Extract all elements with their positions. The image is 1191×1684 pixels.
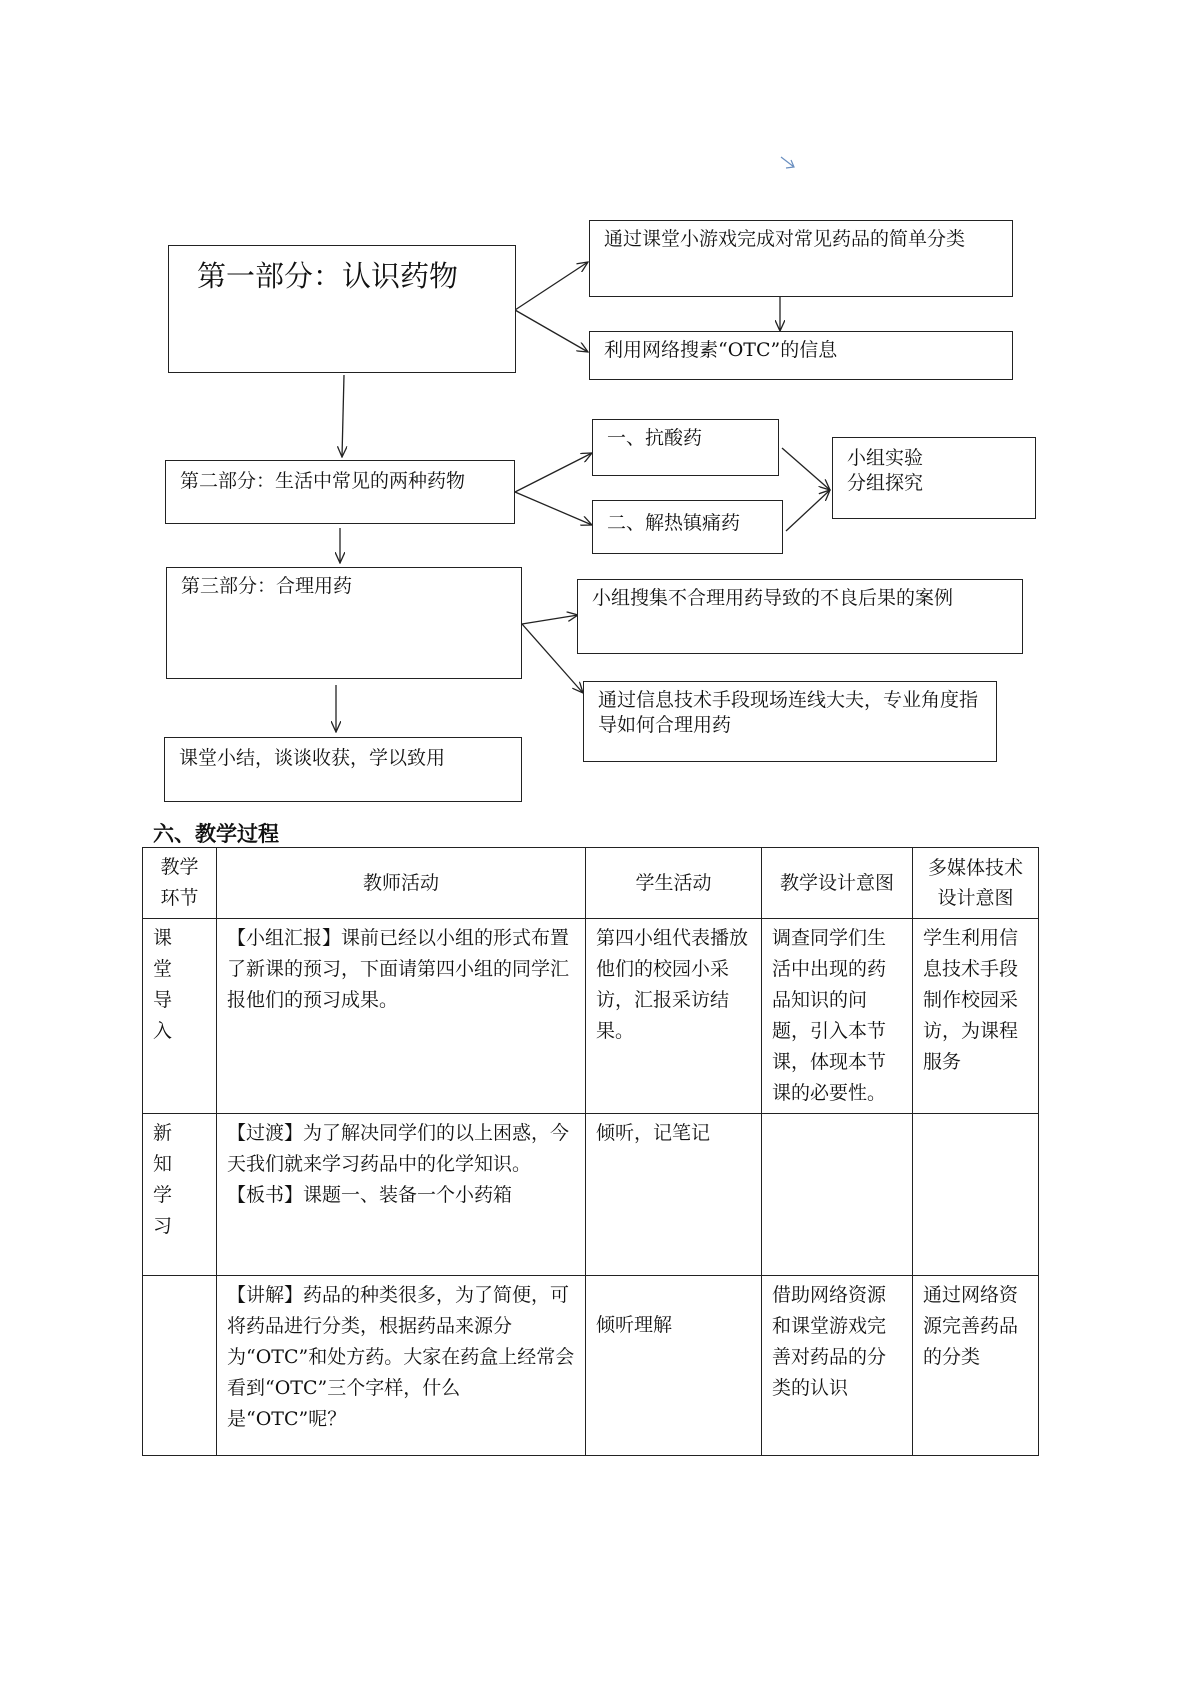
arrow-antacid-to-merge [782,448,830,490]
table-row [143,919,1039,1114]
design-intent-cell [762,1114,913,1276]
stage-cell [143,1276,217,1456]
header-stage: 教学环节 [143,848,217,919]
design-intent-cell: 借助网络资源和课堂游戏完善对药品的分类的认识 [762,1276,913,1456]
design-intent-cell: 调查同学们生活中出现的药品知识的问题，引入本节课，体现本节课的必要性。 [762,919,913,1114]
header-design: 教学设计意图 [762,848,913,919]
flow-part3-box: 第三部分：合理用药 [166,567,522,679]
teacher-activity-line: 【过渡】为了解决同学们的以上困惑，今天我们就来学习药品中的化学知识。 [227,1122,570,1175]
flow-part3-branch-b: 通过信息技术手段现场连线大夫，专业角度指导如何合理用药 [583,681,997,762]
stray-mark [781,157,794,168]
table-row [143,1114,1039,1276]
section-title: 六、教学过程 [153,822,279,846]
arrow-part1-to-branch-b [515,310,588,352]
teacher-activity-cell [217,1114,586,1276]
student-activity-cell: 倾听，记笔记 [586,1114,762,1276]
flow-summary-box: 课堂小结，谈谈收获，学以致用 [164,737,522,802]
teacher-activity-line: 【板书】课题一、装备一个小药箱 [227,1184,513,1206]
media-intent-cell: 通过网络资源完善药品的分类 [913,1276,1039,1456]
header-student: 学生活动 [586,848,762,919]
flow-part1-box: 第一部分：认识药物 [168,245,516,373]
table-header-row [143,848,1039,919]
flow-part2-merge: 小组实验 分组探究 [832,437,1036,519]
stage-cell: 课堂导入 [143,919,217,1114]
flow-part2-branch-antipyretic: 二、解热镇痛药 [592,500,783,554]
flow-part2-box: 第二部分：生活中常见的两种药物 [165,460,515,524]
arrow-part3-to-branch-b [522,624,583,693]
table-row [143,1276,1039,1456]
stage-cell: 新知学习 [143,1114,217,1276]
arrow-part1-to-part2 [342,375,344,457]
arrow-part1-to-branch-a [515,262,588,310]
header-media: 多媒体技术设计意图 [913,848,1039,919]
media-intent-cell [913,1114,1039,1276]
teacher-activity-cell: 【小组汇报】课前已经以小组的形式布置了新课的预习，下面请第四小组的同学汇报他们的预习成果。 [217,919,586,1114]
arrow-antipyretic-to-merge [786,490,830,531]
teaching-process-table [142,847,1039,1456]
student-activity-cell: 倾听理解 [586,1276,762,1456]
arrow-part3-to-branch-a [522,615,578,624]
arrow-part2-to-antacid [515,453,592,492]
teacher-activity-cell: 【讲解】药品的种类很多，为了简便，可将药品进行分类，根据药品来源分为“OTC”和处方药。大家在药盒上经常会看到“OTC”三个字样，什么是“OTC”呢？ [217,1276,586,1456]
flow-part2-branch-antacid: 一、抗酸药 [592,419,779,476]
header-teacher: 教师活动 [217,848,586,919]
arrow-part2-to-antipyretic [515,492,592,525]
flow-part1-branch-b: 利用网络搜素“OTC”的信息 [589,331,1013,380]
flow-part1-branch-a: 通过课堂小游戏完成对常见药品的简单分类 [589,220,1013,297]
flow-part3-branch-a: 小组搜集不合理用药导致的不良后果的案例 [577,579,1023,654]
student-activity-cell: 第四小组代表播放他们的校园小采访，汇报采访结果。 [586,919,762,1114]
media-intent-cell: 学生利用信息技术手段制作校园采访，为课程服务 [913,919,1039,1114]
